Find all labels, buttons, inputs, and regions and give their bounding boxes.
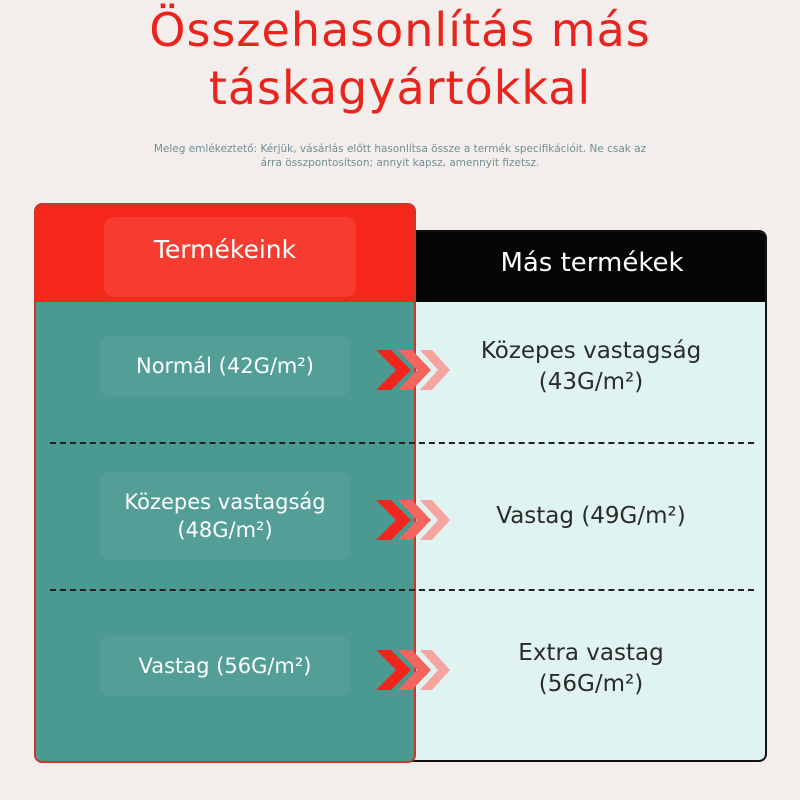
our-spec-row-1-text: Normál (42G/m²) [136, 354, 314, 378]
our-spec-row-3 [36, 652, 414, 680]
other-products-header [397, 232, 765, 302]
our-spec-row-3-text: Vastag (56G/m²) [138, 654, 312, 678]
other-spec-row-2 [416, 501, 766, 532]
notice-line-2: árra összpontosítson; annyit kapsz, amennyit fizetsz. [260, 157, 540, 169]
our-spec-row-1 [36, 352, 414, 380]
our-spec-row-2-line-2: (48G/m²) [177, 518, 273, 542]
other-spec-row-2-text: Vastag (49G/m²) [496, 503, 686, 529]
other-spec-row-1-line-2: (43G/m²) [538, 369, 644, 395]
other-spec-row-3-line-1: Extra vastag [518, 640, 664, 666]
our-products-header [36, 205, 414, 302]
other-spec-row-3-line-2: (56G/m²) [538, 671, 644, 697]
row-divider-1 [50, 442, 754, 444]
row-divider-2 [50, 589, 754, 591]
cell-highlight [100, 472, 350, 560]
our-spec-row-2-line-1: Közepes vastagság [124, 490, 326, 514]
comparison-arrow-icon [374, 348, 452, 392]
page-title-line-2: táskagyártókkal [208, 61, 592, 115]
comparison-arrow-icon [374, 648, 452, 692]
comparison-arrow-icon [374, 498, 452, 542]
notice-line-1: Meleg emlékeztető: Kérjük, vásárlás előtt hasonlítsa össze a termék specifikációit. Ne csak az [153, 143, 647, 155]
other-spec-row-3 [416, 638, 766, 700]
our-products-heading: Termékeink [153, 235, 297, 264]
our-spec-row-2 [36, 488, 414, 544]
other-spec-row-1-line-1: Közepes vastagság [480, 338, 702, 364]
page-title-line-1: Összehasonlítás más [149, 3, 651, 57]
other-spec-row-1 [416, 336, 766, 398]
other-products-heading: Más termékek [500, 248, 684, 278]
